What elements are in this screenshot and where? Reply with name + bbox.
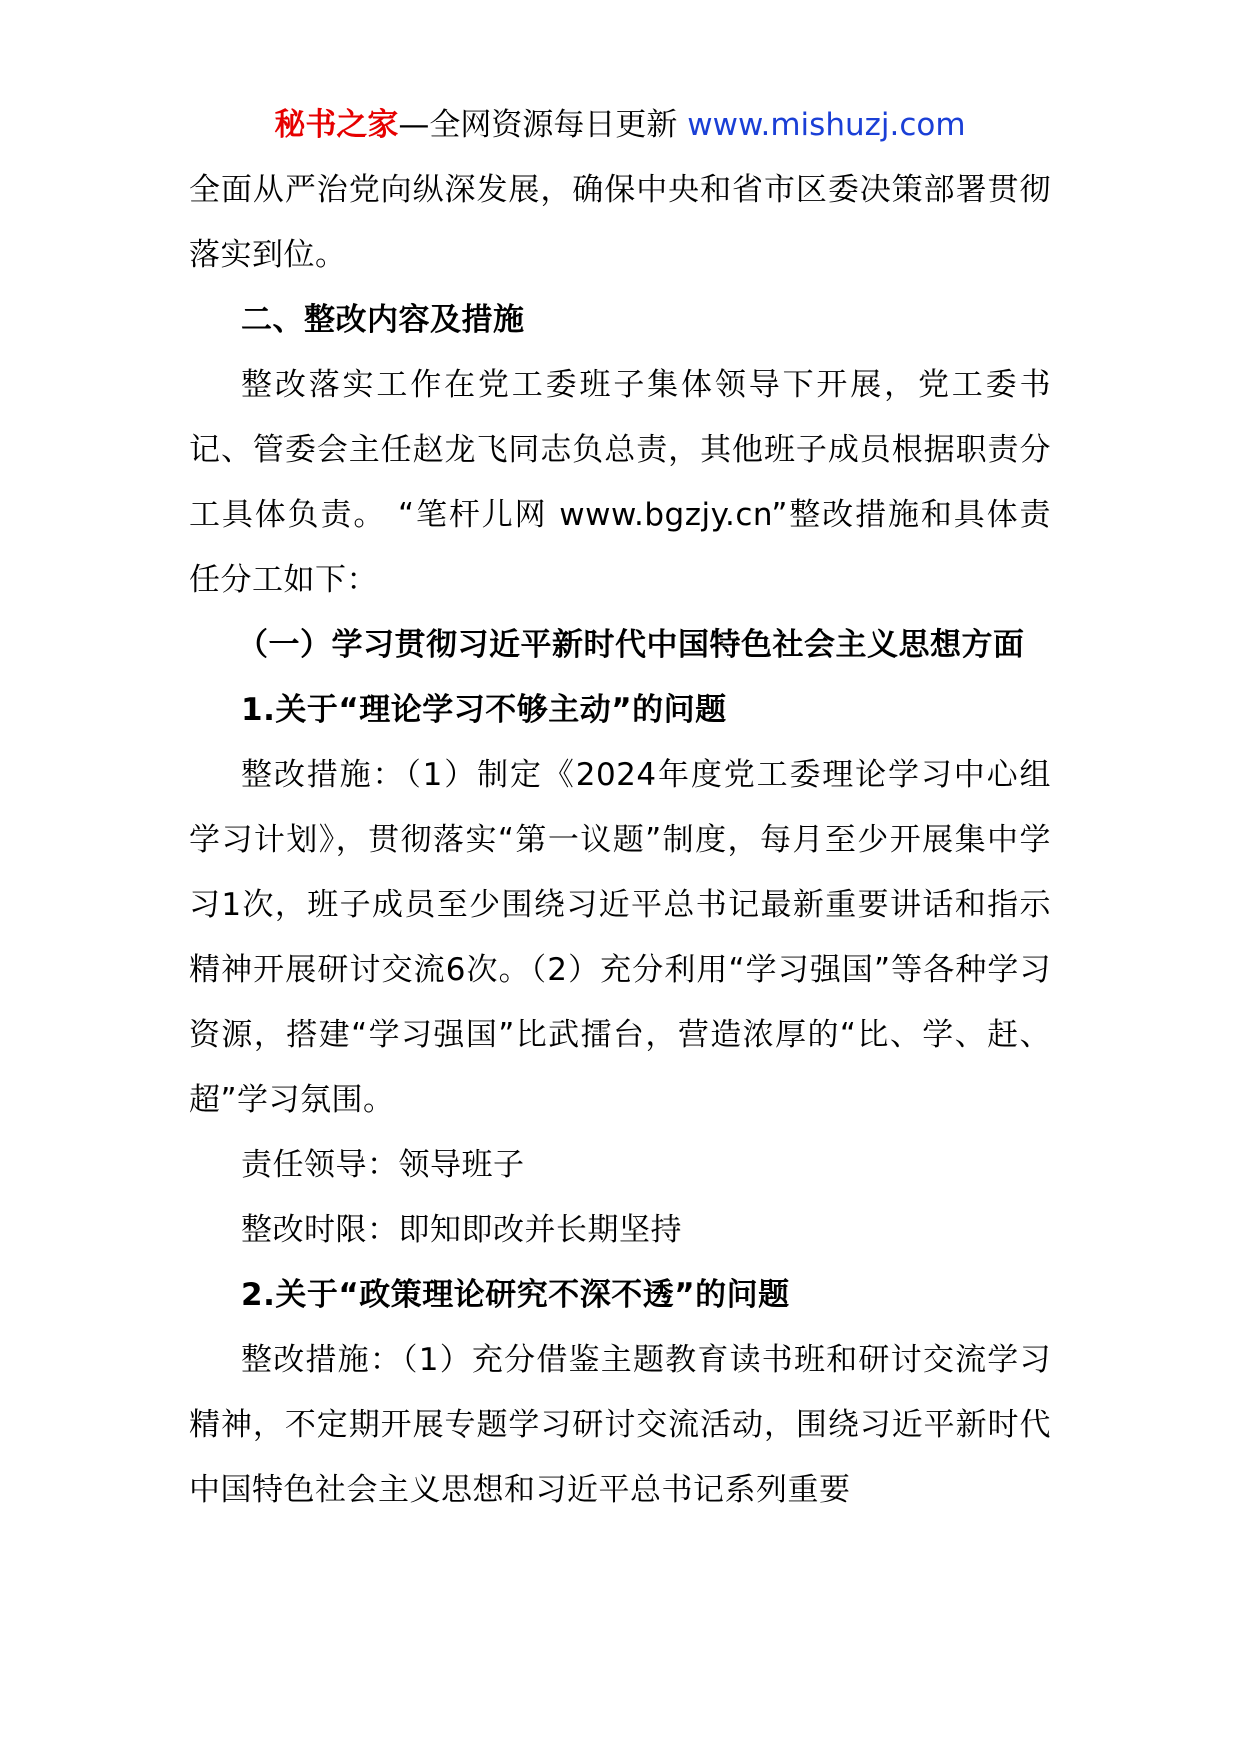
site-tagline: —全网资源每日更新 xyxy=(398,107,688,143)
deadline: 整改时限：即知即改并长期坚持 xyxy=(241,1212,682,1248)
measures-paragraph-2: 整改措施：（1）充分借鉴主题教育读书班和研讨交流学习精神，不定期开展专题学习研讨交流活动，围绕习近平新时代中国特色社会主义思想和习近平总书记系列重要 xyxy=(189,1342,1051,1508)
subsection-heading: （一）学习贯彻习近平新时代中国特色社会主义思想方面 xyxy=(237,627,1025,663)
paragraph-intro: 整改落实工作在党工委班子集体领导下开展，党工委书记、管委会主任赵龙飞同志负总责，其他班子成员根据职责分工具体负责。 “笔杆儿网 www.bgzjy.cn”整改措施和具体责任分工如下： xyxy=(189,367,1051,598)
paragraph-continuation: 全面从严治党向纵深发展，确保中央和省市区委决策部署贯彻落实到位。 xyxy=(189,172,1051,273)
issue-heading-1: 1.关于“理论学习不够主动”的问题 xyxy=(241,692,727,728)
site-brand: 秘书之家 xyxy=(274,107,399,143)
section-heading: 二、整改内容及措施 xyxy=(241,302,525,338)
measures-paragraph-1: 整改措施：（1）制定《2024年度党工委理论学习中心组学习计划》，贯彻落实“第一议题”制度，每月至少开展集中学习1次，班子成员至少围绕习近平总书记最新重要讲话和指示精神开展研讨交流6次。（2）充分利用“学习强国”等各种学习资源，搭建“学习强国”比武擂台，营造浓厚的“比、学、赶、超”学习氛围。 xyxy=(189,757,1051,1118)
issue-heading-2: 2.关于“政策理论研究不深不透”的问题 xyxy=(241,1277,790,1313)
page-header xyxy=(0,102,1240,148)
document-body xyxy=(189,158,1051,1523)
responsible-leader: 责任领导：领导班子 xyxy=(241,1147,525,1183)
site-url-link[interactable]: www.mishuzj.com xyxy=(687,107,966,143)
